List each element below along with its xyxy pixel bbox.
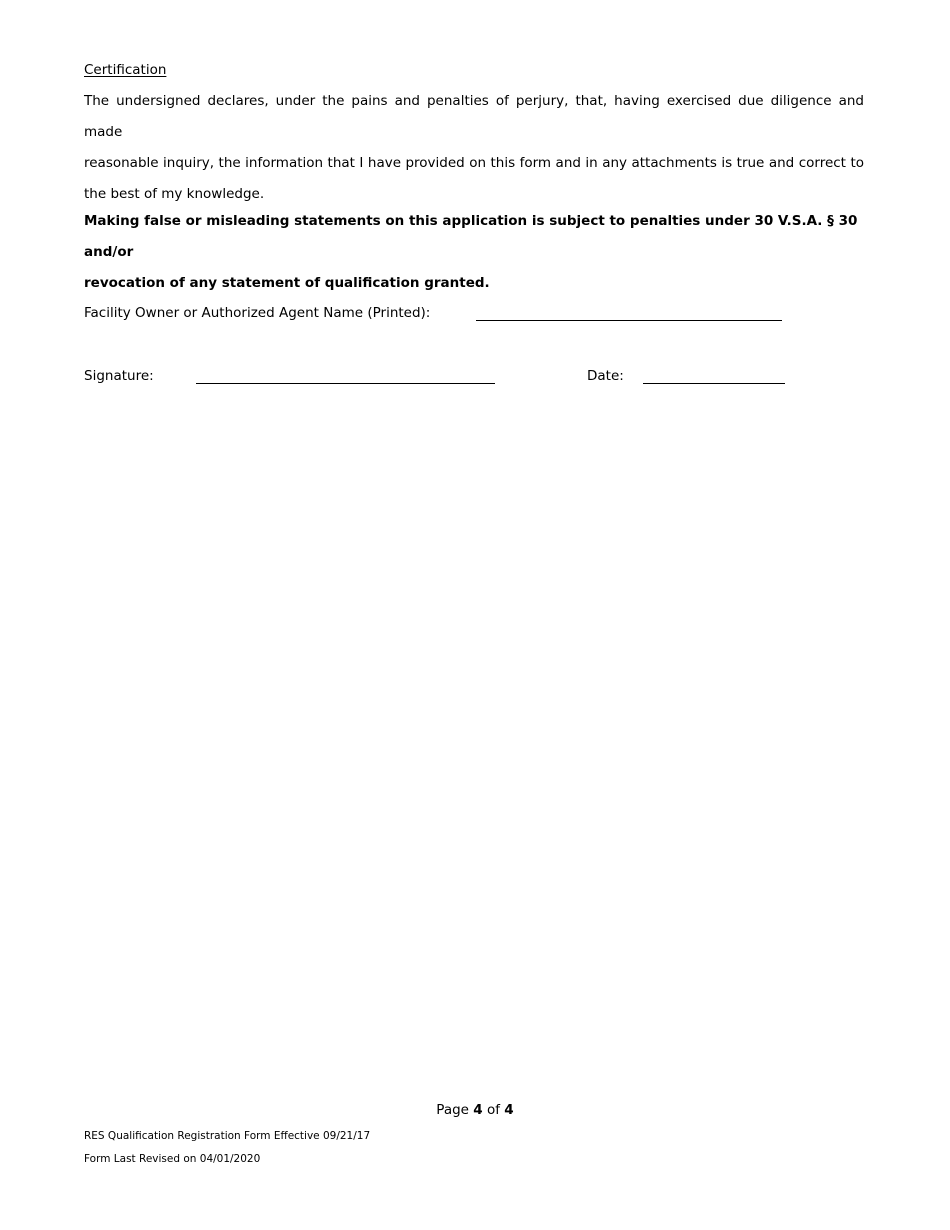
page-prefix: Page bbox=[436, 1102, 469, 1118]
certification-line-1: The undersigned declares, under the pains and penalties of perjury, that, having exercised due diligence and made bbox=[84, 93, 864, 140]
owner-name-line[interactable] bbox=[476, 320, 782, 321]
penalty-warning-line-2: revocation of any statement of qualification granted. bbox=[84, 275, 490, 291]
footer-revision-date: Form Last Revised on 04/01/2020 bbox=[84, 1153, 261, 1165]
page-total: 4 bbox=[504, 1102, 514, 1118]
certification-line-2: reasonable inquiry, the information that I have provided on this form and in any attachments is true and correct to bbox=[84, 155, 864, 171]
footer-effective-date: RES Qualification Registration Form Effective 09/21/17 bbox=[84, 1130, 371, 1142]
date-line[interactable] bbox=[643, 383, 785, 384]
certification-line-3: the best of my knowledge. bbox=[84, 186, 265, 202]
page-of: of bbox=[486, 1102, 500, 1118]
page-number bbox=[0, 1102, 950, 1118]
certification-paragraph bbox=[84, 86, 864, 210]
date-label: Date: bbox=[587, 368, 624, 384]
signature-line[interactable] bbox=[196, 383, 495, 384]
owner-name-label: Facility Owner or Authorized Agent Name (Printed): bbox=[84, 305, 431, 321]
signature-label: Signature: bbox=[84, 368, 154, 384]
page-current: 4 bbox=[473, 1102, 483, 1118]
penalty-warning bbox=[84, 206, 864, 299]
section-heading-certification: Certification bbox=[84, 62, 167, 78]
penalty-warning-line-1: Making false or misleading statements on this application is subject to penalties under 30 V.S.A. § 30 and/or bbox=[84, 213, 858, 260]
